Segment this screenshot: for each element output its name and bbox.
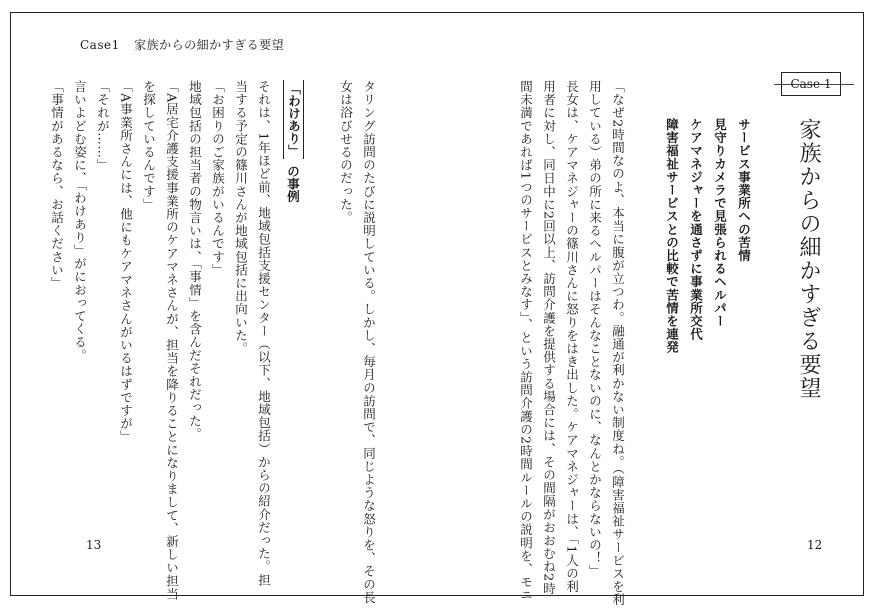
body-line: 長女は、ケアマネジャーの篠川さんに怒りをはき出した。ケアマネジャーは、「1人の利 [564, 80, 580, 594]
header-case: Case1 [80, 38, 120, 52]
body-line: 地域包括の担当者の物言いは、「事情」を含んだそれだった。 [187, 80, 203, 441]
case-label-box [781, 72, 841, 96]
section-heading-2: 見守りカメラで見張られるヘルパー [712, 118, 728, 328]
body-line: 用している）弟の所に来るヘルパーはそんなことないのに、なんとかならないの！」 [587, 80, 603, 578]
body-line: 用者に対し、同日中に2回以上、訪問介護を提供する場合には、その間隔がおおむね2時 [541, 80, 557, 595]
subheading-boxed-text: 「わけあり」 [283, 80, 304, 159]
body-line: 当する予定の篠川さんが地域包括に出向いた。 [233, 80, 249, 356]
body-line: 「それが……」 [95, 80, 111, 172]
body-line: 「事情があるなら、お話ください」 [49, 80, 65, 290]
header-title: 家族からの細かすぎる要望 [134, 38, 285, 52]
body-line: 「なぜ2時間なのよ、本当に腹が立つわ。融通が利かない制度ね。（障害福祉サービスを利 [610, 80, 626, 607]
case-subheading [283, 80, 305, 207]
body-line: を探しているんです」 [141, 80, 157, 211]
section-heading-4: 障害福祉サービスとの比較で苦情を連発 [664, 118, 680, 354]
page-frame [10, 12, 864, 596]
body-line: 言いよどむ姿に、「わけあり」がにおってくる。 [72, 80, 88, 362]
subheading-rest-text: の事例 [285, 165, 301, 203]
body-line: タリング訪問のたびに説明している。しかし、毎月の訪問で、同じような怒りを、その長 [361, 80, 377, 604]
section-heading-3: ケアマネジャーを通さずに事業所交代 [688, 118, 704, 341]
case-label: Case 1 [790, 77, 832, 91]
page-number-left: 13 [86, 538, 102, 552]
running-header [80, 36, 284, 53]
chapter-title: 家族からの細かすぎる要望 [796, 118, 821, 400]
section-heading-1: サービス事業所への苦情 [736, 118, 752, 263]
body-line: 女は浴びせるのだった。 [338, 80, 354, 225]
page-number-right: 12 [807, 538, 823, 552]
body-line: それは、1年ほど前、地域包括支援センター（以下、地域包括）からの紹介だった。担 [256, 80, 272, 587]
body-line: 「お困りのご家族がいるんです」 [210, 80, 226, 277]
body-line: 「A事業所さんには、他にもケアマネさんがいるはずですが」 [118, 80, 134, 444]
body-line: 「A居宅介護支援事業所のケアマネさんが、担当を降りることになりまして、新しい担当 [164, 80, 180, 601]
body-line: 間未満であれば1つのサービスとみなす」、という訪問介護の2時間ルールの説明を、モニ [518, 80, 534, 602]
